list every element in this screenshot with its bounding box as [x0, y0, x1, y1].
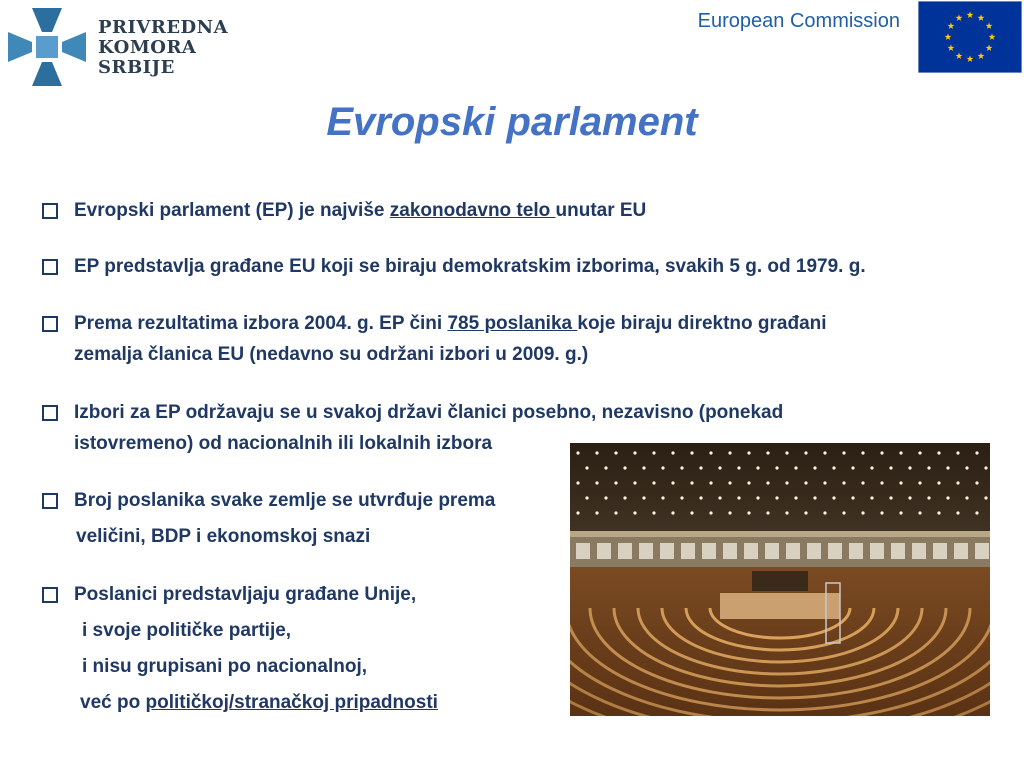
underlined-term: 785 poslanika — [447, 313, 578, 334]
bullet-text: Broj poslanika svake zemlje se utvrđuje prema — [74, 490, 496, 511]
european-commission-label: European Commission — [697, 10, 900, 32]
parliament-hemicycle-photo — [570, 443, 990, 716]
bullet-text: istovremeno) od nacionalnih ili lokalnih izbora — [74, 433, 493, 454]
logo-line-1: PRIVREDNA — [98, 17, 229, 38]
bullet-item — [40, 579, 438, 718]
checkbox-bullet-icon — [42, 587, 58, 603]
bullet-text: Izbori za EP održavaju se u svakoj državi članici posebno, nezavisno (ponekad — [74, 402, 784, 423]
checkbox-bullet-icon — [42, 493, 58, 509]
bullet-text: veličini, BDP i ekonomskoj snazi — [76, 526, 371, 547]
bullet-item — [40, 195, 646, 226]
bullet-text: Prema rezultatima izbora 2004. g. EP čini — [74, 313, 448, 334]
pks-logo — [6, 6, 236, 88]
checkbox-bullet-icon — [42, 203, 58, 219]
underlined-term: političkoj/stranačkoj pripadnosti — [145, 692, 438, 713]
bullet-text — [74, 687, 438, 718]
logo-line-2: KOMORA — [98, 37, 197, 58]
checkbox-bullet-icon — [42, 316, 58, 332]
checkbox-bullet-icon — [42, 405, 58, 421]
underlined-term: zakonodavno telo — [389, 200, 556, 221]
slide-title: Evropski parlament — [326, 100, 698, 144]
bullet-text: i svoje političke partije, — [82, 620, 292, 641]
pks-logo-text — [98, 18, 228, 78]
checkbox-bullet-icon — [42, 259, 58, 275]
bullet-text: EP predstavlja građane EU koji se biraju demokratskim izborima, svakih 5 g. od 1979. g. — [74, 256, 866, 277]
bullet-item — [40, 251, 866, 282]
bullet-text: zemalja članica EU (nedavno su održani izbori u 2009. g.) — [74, 344, 589, 365]
bullet-text: Evropski parlament (EP) je najviše — [74, 200, 390, 221]
bullet-item — [40, 485, 495, 552]
bullet-text: unutar EU — [555, 200, 647, 221]
bullet-text: i nisu grupisani po nacionalnoj, — [82, 656, 368, 677]
bullet-text: koje biraju direktno građani — [577, 313, 827, 334]
logo-line-3: SRBIJE — [98, 57, 175, 78]
bullet-text: Poslanici predstavljaju građane Unije, — [74, 584, 417, 605]
pks-logo-mark-icon — [6, 6, 88, 88]
eu-flag-icon — [918, 1, 1022, 73]
bullet-item — [40, 308, 827, 370]
bullet-text: već po — [80, 692, 146, 713]
